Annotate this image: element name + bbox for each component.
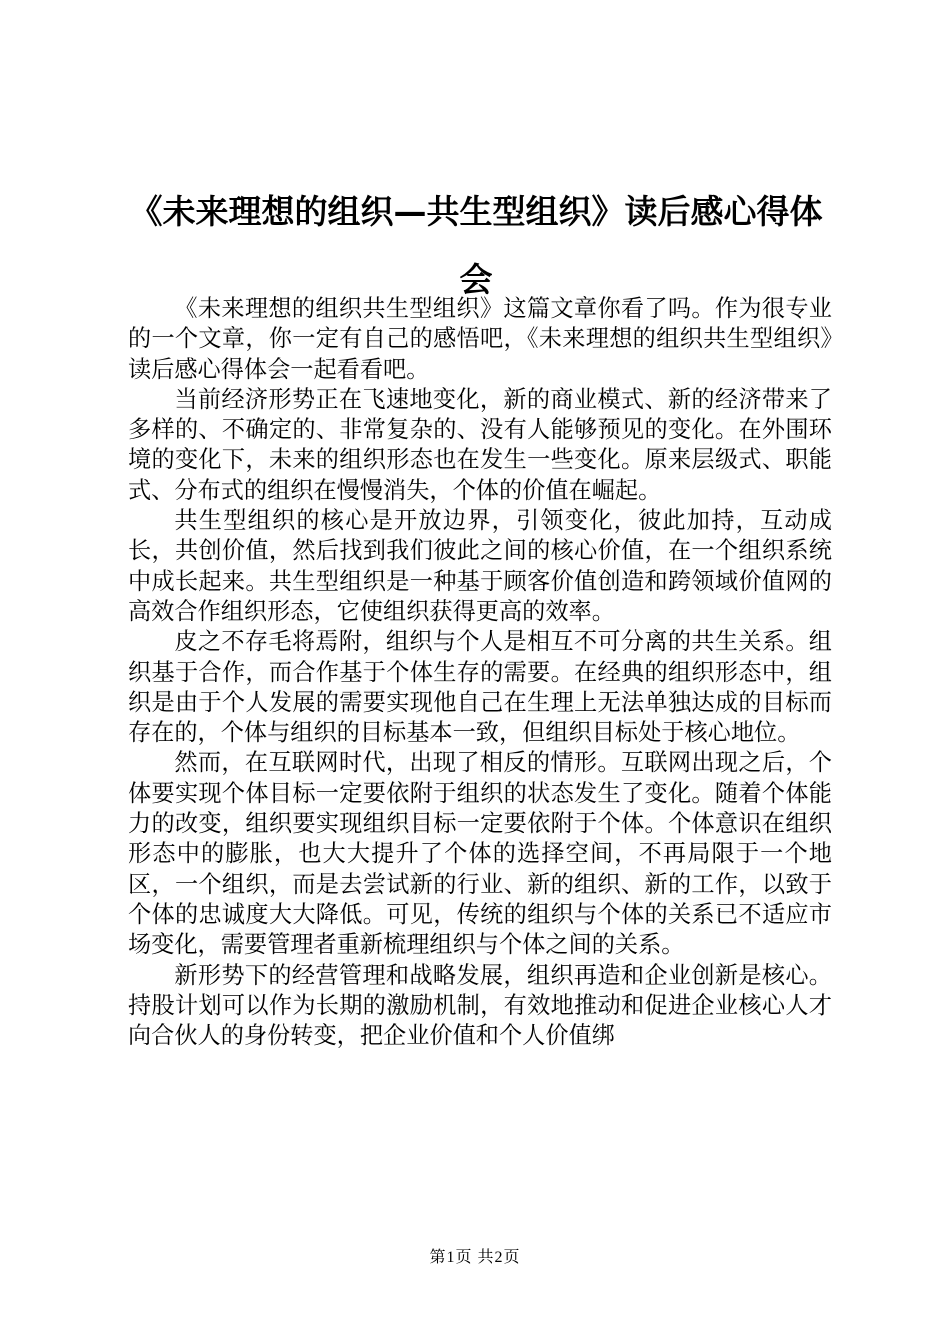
document-title: 《未来理想的组织—共生型组织》读后感心得体会 [129,192,823,299]
document-body [128,294,832,1051]
body-paragraph: 皮之不存毛将焉附，组织与个人是相互不可分离的共生关系。组织基于合作，而合作基于个体生存的需要。在经典的组织形态中，组织是由于个人发展的需要实现他自己在生理上无法单独达成的目标而存在的，个体与组织的目标基本一致，但组织目标处于核心地位。 [128,628,832,747]
body-paragraph: 新形势下的经营管理和战略发展，组织再造和企业创新是核心。持股计划可以作为长期的激励机制，有效地推动和促进企业核心人才向合伙人的身份转变，把企业价值和个人价值绑 [128,961,832,1050]
body-paragraph: 共生型组织的核心是开放边界，引领变化，彼此加持，互动成长，共创价值，然后找到我们彼此之间的核心价值，在一个组织系统中成长起来。共生型组织是一种基于顾客价值创造和跨领域价值网的高效合作组织形态，它使组织获得更高的效率。 [128,507,832,625]
body-paragraph: 《未来理想的组织共生型组织》这篇文章你看了吗。作为很专业的一个文章，你一定有自己的感悟吧，《未来理想的组织共生型组织》读后感心得体会一起看看吧。 [128,295,832,383]
page-number-footer: 第1页 共2页 [429,1249,521,1266]
body-paragraph: 当前经济形势正在飞速地变化，新的商业模式、新的经济带来了多样的、不确定的、非常复杂的、没有人能够预见的变化。在外围环境的变化下，未来的组织形态也在发生一些变化。原来层级式、职能式、分布式的组织在慢慢消失，个体的价值在崛起。 [128,385,832,504]
body-paragraph: 然而，在互联网时代，出现了相反的情形。互联网出现之后，个体要实现个体目标一定要依附于组织的状态发生了变化。随着个体能力的改变，组织要实现组织目标一定要依附于个体。个体意识在组织形态中的膨胀，也大大提升了个体的选择空间，不再局限于一个地区，一个组织，而是去尝试新的行业、新的组织、新的工作，以致于个体的忠诚度大大降低。可见，传统的组织与个体的关系已不适应市场变化，需要管理者重新梳理组织与个体之间的关系。 [128,749,832,959]
